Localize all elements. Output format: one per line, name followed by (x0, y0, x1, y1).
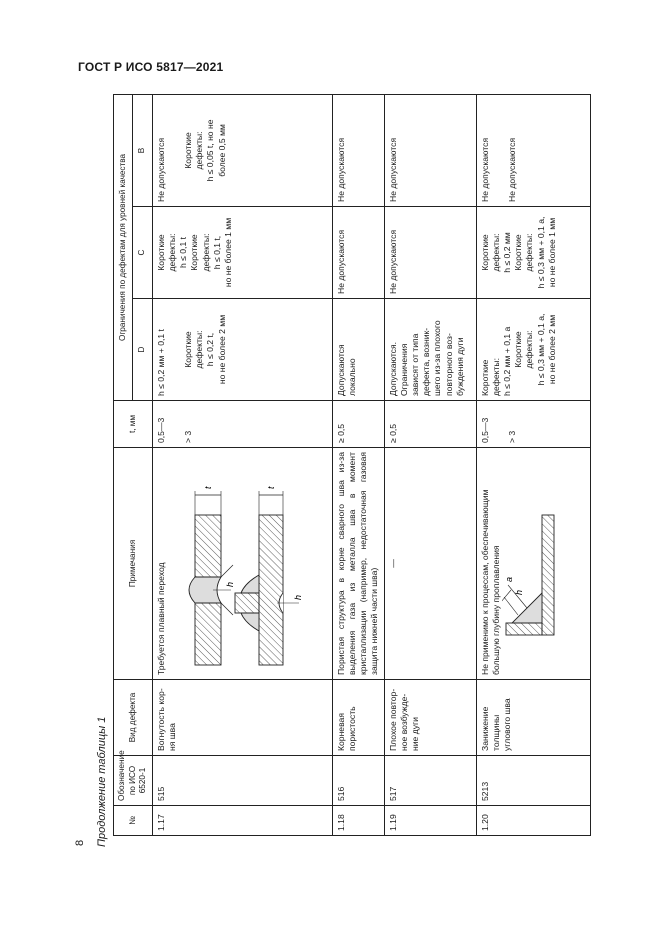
row-num: 1.18 (332, 806, 384, 836)
dim-label-h: h (514, 589, 524, 595)
dim-label-h-butt: h (225, 581, 236, 587)
col-header-defect: Вид дефекта (114, 680, 153, 756)
col-header-c: C (133, 207, 152, 299)
row-level-b: Не допускаются (384, 94, 476, 206)
row-level-d: Допускаются локально (332, 299, 384, 401)
level-d-range-1: h ≤ 0,2 мм + 0,1 t (155, 329, 166, 396)
col-header-t: t, мм (114, 401, 153, 448)
col-header-iso: Обозначение по ИСО 6520-1 (114, 756, 153, 806)
row-num: 1.19 (384, 806, 476, 836)
col-header-num: № (114, 806, 153, 836)
row-defect: Корневая пористость (332, 680, 384, 756)
rotated-table-container (113, 95, 587, 836)
row-num: 1.20 (476, 806, 590, 836)
dim-label-t-butt: t (203, 486, 214, 489)
t-range-1: 0,5—3 (155, 417, 166, 443)
row-level-b: Не допускаются (332, 94, 384, 206)
row-notes (476, 448, 590, 680)
row-note-text: Не применимо к процессам, обеспечивающим большую глубину проплавления (479, 489, 501, 675)
t-range-1: 0,5—3 (479, 417, 490, 443)
row-notes: Пористая структура в корне сварного шва из-за выделения газа из металла шва в момент кристаллизации (например, недостаточная газовая защита нижней части шва) (332, 448, 384, 680)
col-header-quality-group: Ограничения по дефектам для уровней качества (114, 94, 133, 400)
row-iso: 516 (332, 756, 384, 806)
level-b-range-2: Не допускаются (506, 137, 517, 202)
table-row (332, 94, 384, 835)
row-level-b (476, 94, 590, 206)
row-t-values (476, 401, 590, 448)
row-t-values: ≥ 0,5 (384, 401, 476, 448)
row-level-d (152, 299, 332, 401)
level-d-range-2: Короткие дефекты: h ≤ 0,3 мм + 0,1 a, но не более 2 мм (513, 313, 557, 386)
table-row (384, 94, 476, 835)
level-b-range-1: Не допускаются (479, 137, 490, 202)
row-iso: 5213 (476, 756, 590, 806)
table-continuation-label: Продолжение таблицы 1 (96, 716, 108, 847)
row-iso: 515 (152, 756, 332, 806)
dim-label-h-fillet: h (293, 594, 304, 600)
row-level-c (152, 207, 332, 299)
level-c-range-2: Короткие дефекты: h ≤ 0,3 мм + 0,1 a, но не более 1 мм (513, 216, 557, 289)
level-c-range-1: Короткие дефекты: h ≤ 0,1 t (155, 233, 189, 272)
row-level-b (152, 94, 332, 206)
row-t-values (152, 401, 332, 448)
row-note-text: Требуется плавный переход (155, 562, 166, 675)
row-level-c: Не допускаются (332, 207, 384, 299)
row-level-d (476, 299, 590, 401)
row-level-c (476, 207, 590, 299)
col-header-b: B (133, 94, 152, 206)
row-t-values: ≥ 0,5 (332, 401, 384, 448)
fillet-throat-figure (502, 453, 562, 675)
row-defect: Плохое повтор- ное возбужде- ние дуги (384, 680, 476, 756)
level-b-range-1: Не допускаются (155, 137, 166, 202)
row-defect: Занижение толщины углового шва (476, 680, 590, 756)
table-row (152, 94, 332, 835)
document-title: ГОСТ Р ИСО 5817—2021 (78, 60, 224, 74)
level-d-range-2: Короткие дефекты: h ≤ 0,2 t, но не более 2 мм (183, 314, 227, 385)
row-level-d: Допускаются. Ограничения зависят от типа дефекта, возник- шего из-за плохого повторного воз- буждения дуги (384, 299, 476, 401)
table-row (476, 94, 590, 835)
col-header-notes: Примечания (114, 448, 153, 680)
level-d-range-1: Короткие дефекты: h ≤ 0,2 мм + 0,1 a (479, 326, 512, 396)
row-notes (152, 448, 332, 680)
row-iso: 517 (384, 756, 476, 806)
dim-label-a: a (504, 576, 514, 582)
row-defect: Вогнутость кор- ня шва (152, 680, 332, 756)
page-number: 8 (74, 839, 86, 846)
level-c-range-1: Короткие дефекты: h ≤ 0,2 мм (479, 232, 512, 273)
level-c-range-2: Короткие дефекты: h ≤ 0,1 t, но не более 1 мм (189, 217, 233, 288)
defects-table (113, 94, 591, 836)
root-concavity-figure (167, 453, 317, 675)
row-level-c: Не допускаются (384, 207, 476, 299)
t-range-2: > 3 (506, 430, 517, 443)
t-range-2: > 3 (183, 430, 194, 443)
col-header-d: D (133, 299, 152, 401)
dim-label-t-fillet: t (266, 486, 277, 489)
row-notes: — (384, 448, 476, 680)
row-num: 1.17 (152, 806, 332, 836)
level-b-range-2: Короткие дефекты: h ≤ 0,05 t, но не более 0,5 мм (183, 119, 227, 182)
